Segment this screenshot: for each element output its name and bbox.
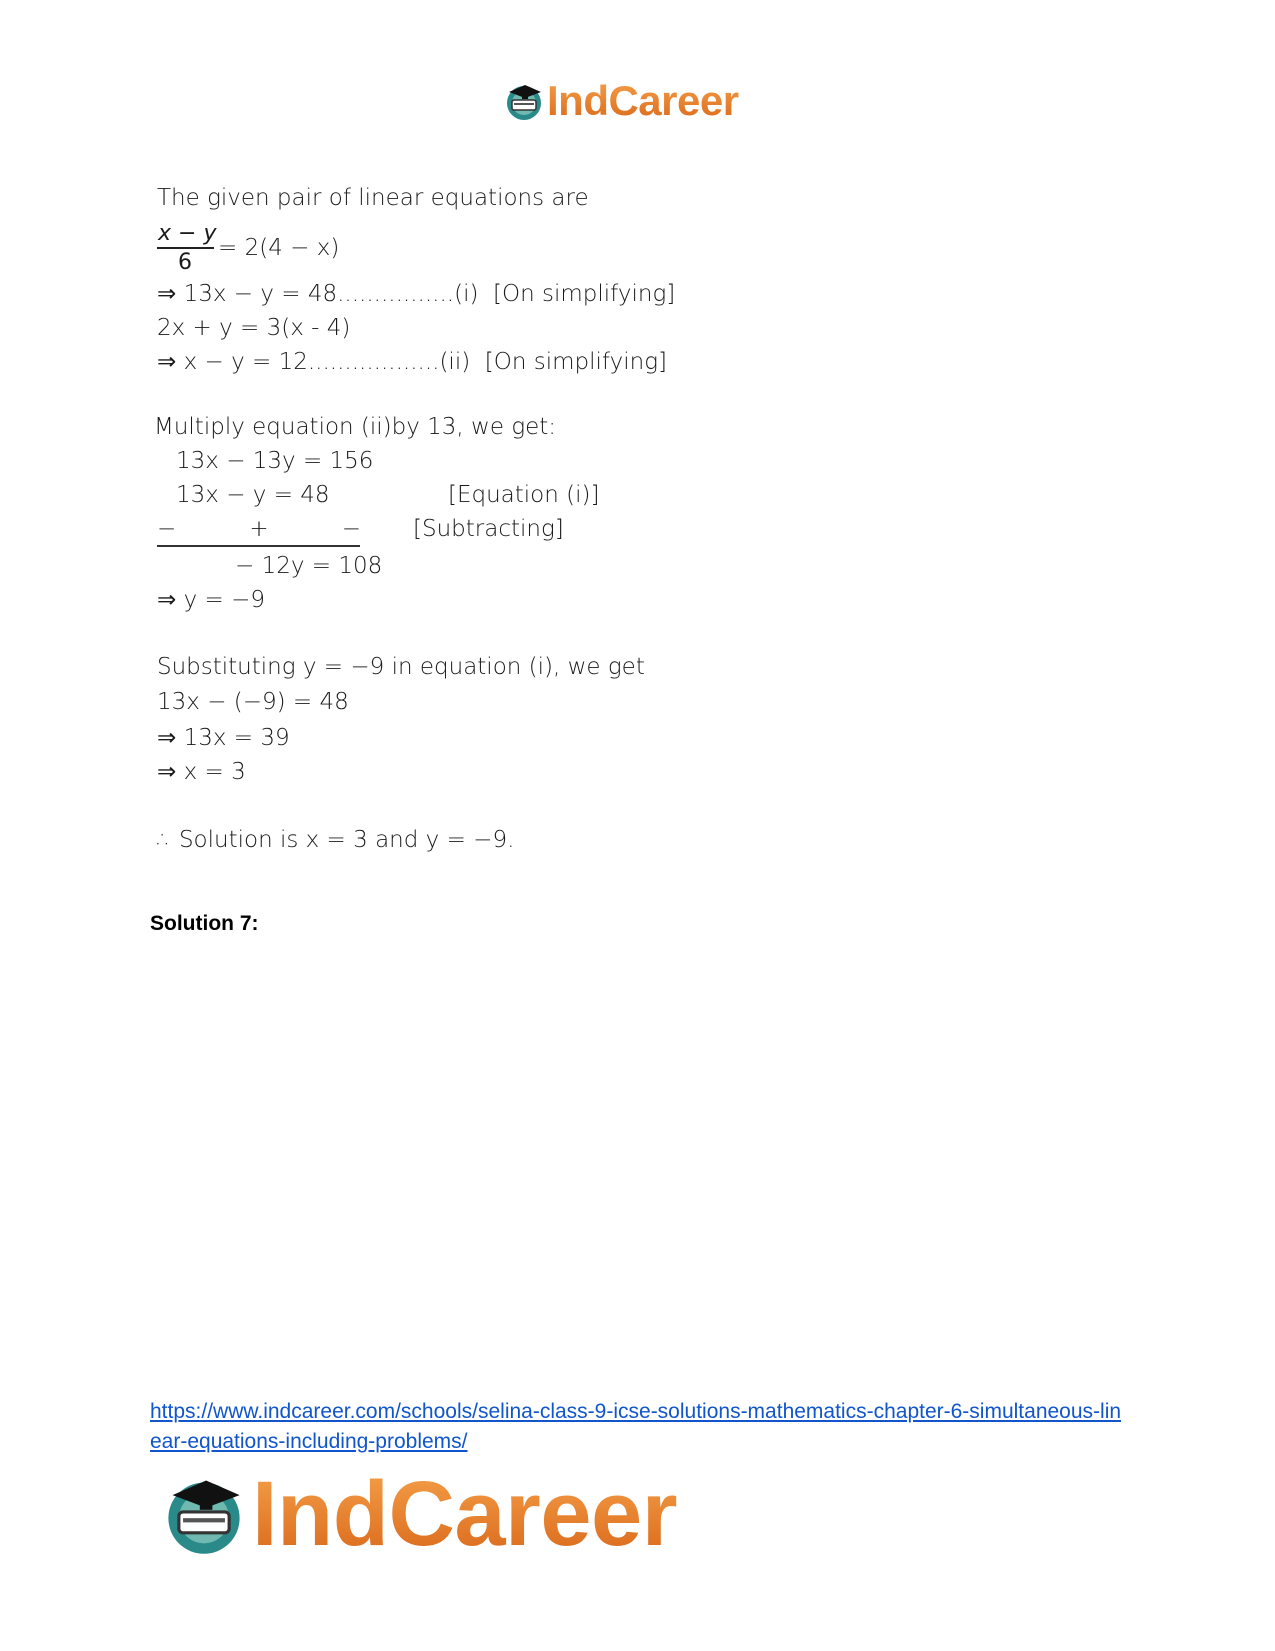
substituting-text: Substituting y = −9 in equation (i), we get [157, 654, 645, 680]
solution-7-heading: Solution 7: [150, 912, 259, 935]
brand-name: IndCareer [547, 77, 739, 124]
step-minus-12y: − 12y = 108 [235, 553, 383, 579]
fraction-bar [157, 247, 214, 249]
result-x: ⇒ x = 3 [157, 759, 246, 785]
step-13x-13y: 13x − 13y = 156 [176, 448, 374, 474]
subtraction-rule [157, 545, 360, 547]
multiply-text: Multiply equation (ii)by 13, we get: [154, 414, 557, 440]
fraction-numerator: x − y [158, 221, 217, 246]
conclusion-text: ∴ Solution is x = 3 and y = −9. [157, 827, 515, 853]
equation-1-rhs: = 2(4 − x) [218, 235, 340, 261]
subtraction-signs: − + − [157, 516, 362, 542]
equation-ii: ⇒ x − y = 12..................(ii) [On simplifying] [157, 349, 667, 375]
graduation-cap-book-globe-icon [160, 1470, 248, 1558]
fraction-denominator: 6 [178, 250, 192, 275]
intro-text: The given pair of linear equations are [157, 185, 589, 211]
step-13x-y: 13x − y = 48 [176, 482, 330, 508]
brand-name: IndCareer [252, 1463, 677, 1565]
result-y: ⇒ y = −9 [157, 587, 265, 613]
equation-2: 2x + y = 3(x - 4) [157, 315, 351, 341]
step-13x-39: ⇒ 13x = 39 [157, 725, 290, 751]
equation-i-note: [Equation (i)] [448, 482, 600, 508]
subtracting-note: [Subtracting] [413, 516, 564, 542]
source-url-link[interactable]: https://www.indcareer.com/schools/selina-class-9-icse-solutions-mathematics-chapter-6-simultaneous-linear-equations-including-problems/ [150, 1400, 1122, 1453]
indcareer-logo-bottom [160, 1463, 677, 1565]
equation-i: ⇒ 13x − y = 48................(i) [On simplifying] [157, 281, 676, 307]
substitution-step: 13x − (−9) = 48 [157, 689, 349, 715]
